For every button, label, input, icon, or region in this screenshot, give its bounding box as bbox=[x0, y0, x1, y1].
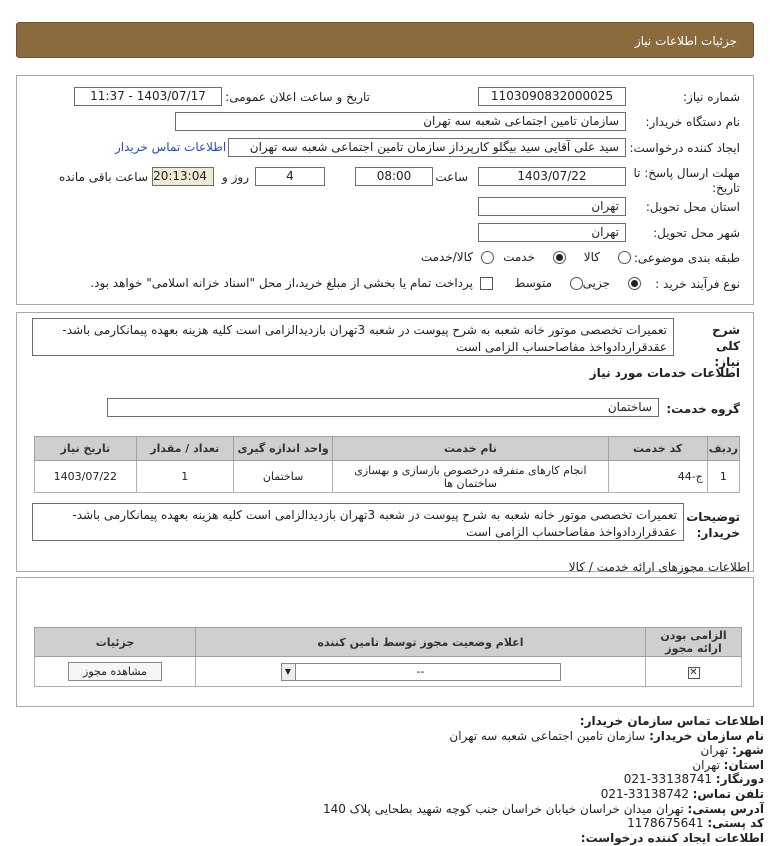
buyer-notes-text: تعمیرات تخصصی موتور خانه شعبه به شرح پیوست در شعبه 3تهران بازدیدالزامی است کلیه هزینه بعهده پیمانکارمی باشد- عقدقراردادواخذ مفاصاحساب الزامی است bbox=[32, 503, 684, 541]
city-field: تهران bbox=[478, 223, 626, 242]
announce-date-field: 1403/07/17 - 11:37 bbox=[74, 87, 222, 106]
contact-province-value: تهران bbox=[692, 757, 720, 772]
remaining-time-field: 20:13:04 bbox=[152, 167, 214, 186]
service-group-field: ساختمان bbox=[107, 398, 659, 417]
buyer-notes-label: توضیحات خریدار: bbox=[686, 510, 740, 540]
deadline-label: مهلت ارسال پاسخ: تا تاریخ: bbox=[633, 166, 740, 195]
contact-phone-value: 021-33138742 bbox=[600, 787, 689, 801]
buyer-contact-link[interactable]: اطلاعات تماس خریدار bbox=[115, 140, 227, 154]
buyer-org-field: سازمان تامین اجتماعی شعبه سه تهران bbox=[175, 112, 626, 131]
requester-field: سید علی آقایی سید بیگلو کارپرداز سازمان تامین اجتماعی شعبه سه تهران bbox=[228, 138, 626, 157]
service-group-label: گروه خدمت: bbox=[666, 402, 740, 416]
permit-required-cell bbox=[646, 657, 742, 687]
col-row: ردیف bbox=[707, 437, 739, 461]
category-goods-label: کالا bbox=[583, 250, 600, 264]
deadline-time-field: 08:00 bbox=[355, 167, 433, 186]
contact-phone: تلفن تماس: bbox=[692, 787, 764, 801]
category-label: طبقه بندی موضوعی: bbox=[633, 251, 740, 265]
col-date: تاریخ نیاز bbox=[35, 437, 137, 461]
permits-table-header bbox=[35, 628, 742, 657]
row-qty: 1 bbox=[136, 461, 233, 493]
days-remaining-field: 4 bbox=[255, 167, 325, 186]
table-row bbox=[35, 461, 740, 493]
chevron-down-icon: ▼ bbox=[282, 664, 296, 680]
col-name: نام خدمت bbox=[333, 437, 608, 461]
permit-details-cell bbox=[35, 657, 196, 687]
remaining-time-label: ساعت باقی مانده bbox=[58, 170, 148, 184]
process-medium-radio[interactable] bbox=[570, 277, 583, 290]
services-table-header bbox=[35, 437, 740, 461]
category-service-label: خدمت bbox=[503, 250, 535, 264]
buyer-org-label: نام دستگاه خریدار: bbox=[645, 115, 740, 129]
category-service-radio[interactable] bbox=[553, 251, 566, 264]
treasury-payment-note: پرداخت تمام یا بخشی از مبلغ خرید،از محل "اسناد خزانه اسلامی" خواهد بود. bbox=[90, 276, 473, 290]
province-label: استان محل تحویل: bbox=[645, 200, 740, 214]
announce-date-label: تاریخ و ساعت اعلان عمومی: bbox=[225, 90, 370, 104]
col-permit-details: جزئیات bbox=[35, 628, 196, 657]
col-qty: تعداد / مقدار bbox=[136, 437, 233, 461]
permit-status-cell bbox=[196, 657, 646, 687]
requester-label: ایجاد کننده درخواست: bbox=[629, 141, 740, 155]
contact-address-line: آدرس پستی: تهران میدان خراسان خیابان خراسان جنب کوچه شهید بطحایی پلاک 140 bbox=[322, 801, 764, 816]
need-number-label: شماره نیاز: bbox=[683, 90, 740, 104]
services-table bbox=[34, 436, 740, 493]
province-field: تهران bbox=[478, 197, 626, 216]
need-number-field: 1103090832000025 bbox=[478, 87, 626, 106]
view-permit-button[interactable]: مشاهده مجوز bbox=[68, 662, 162, 681]
permits-table bbox=[34, 627, 742, 687]
creator-title: اطلاعات ایجاد کننده درخواست: bbox=[580, 830, 764, 845]
category-goods-radio[interactable] bbox=[618, 251, 631, 264]
city-label: شهر محل تحویل: bbox=[653, 226, 740, 240]
page-header bbox=[16, 22, 754, 58]
treasury-payment-checkbox[interactable] bbox=[480, 277, 493, 290]
contact-fax-value: 021-33138741 bbox=[623, 772, 712, 787]
summary-label: شرح کلی نیاز: bbox=[712, 323, 740, 369]
col-code: کد خدمت bbox=[608, 437, 707, 461]
deadline-time-label: ساعت bbox=[435, 170, 468, 184]
page-title: جزئیات اطلاعات نیاز bbox=[634, 34, 737, 48]
contact-province: استان: bbox=[723, 757, 764, 772]
table-row bbox=[35, 657, 742, 687]
contact-org: نام سازمان خریدار: سازمان تامین اجتماعی شعبه سه تهران bbox=[449, 728, 764, 743]
permit-status-select[interactable] bbox=[281, 663, 561, 681]
row-unit: ساختمان bbox=[233, 461, 332, 493]
col-permit-required: الزامی بودن ارائه مجوز bbox=[646, 628, 742, 657]
row-date: 1403/07/22 bbox=[35, 461, 137, 493]
row-index: 1 bbox=[707, 461, 739, 493]
permit-required-checkbox: ✕ bbox=[689, 666, 698, 678]
col-permit-status: اعلام وضعیت مجوز توسط تامین کننده bbox=[196, 628, 646, 657]
deadline-date-field: 1403/07/22 bbox=[478, 167, 626, 186]
permit-status-value: -- bbox=[416, 664, 425, 678]
process-medium-label: متوسط bbox=[514, 276, 552, 290]
category-goods-service-radio[interactable] bbox=[481, 251, 494, 264]
col-unit: واحد اندازه گیری bbox=[233, 437, 332, 461]
contact-postal: کد پستی: 1178675641 bbox=[627, 816, 764, 831]
row-name: انجام کارهای متفرقه درخصوص بازسازی و بهسازی ساختمان ها bbox=[333, 461, 608, 493]
permits-title: اطلاعات مجوزهای ارائه خدمت / کالا bbox=[568, 560, 750, 574]
process-minor-label: جزیی bbox=[582, 276, 610, 290]
summary-text: تعمیرات تخصصی موتور خانه شعبه به شرح پیوست در شعبه 3تهران بازدیدالزامی است کلیه هزینه بعهده پیمانکارمی باشد- عقدقراردادواخذ مفاصاحساب الزامی است bbox=[32, 318, 674, 356]
process-minor-radio[interactable] bbox=[628, 277, 641, 290]
category-goods-service-label: کالا/خدمت bbox=[420, 250, 473, 264]
process-type-label: نوع فرآیند خرید : bbox=[655, 277, 740, 291]
contact-fax: دورنگار: bbox=[715, 772, 764, 787]
contact-title: اطلاعات تماس سازمان خریدار: bbox=[579, 714, 764, 728]
services-title: اطلاعات خدمات مورد نیاز bbox=[589, 366, 740, 380]
contact-city: شهر: تهران bbox=[700, 743, 764, 758]
row-code: ج-44 bbox=[608, 461, 707, 493]
days-label: روز و bbox=[222, 170, 249, 184]
